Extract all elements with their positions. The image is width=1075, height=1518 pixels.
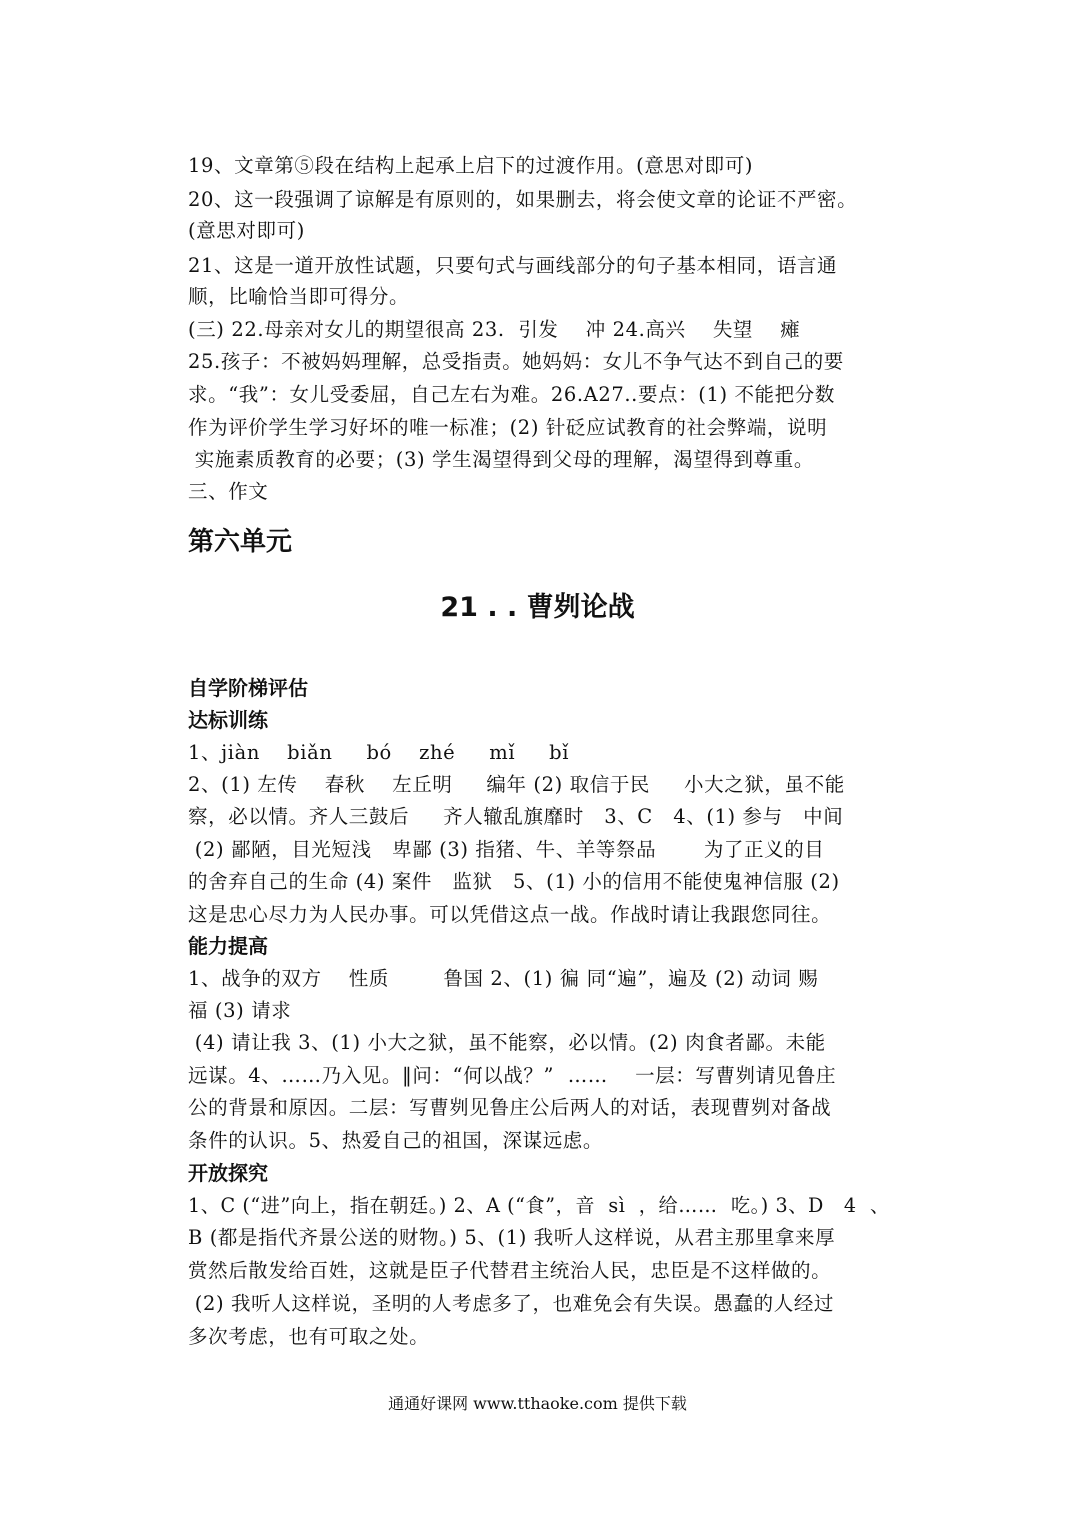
text-line: 福 (3) 请求 [188, 999, 292, 1022]
text-line: 19、文章第⑤段在结构上起承上启下的过渡作用。(意思对即可) [188, 154, 754, 177]
text-line: 赏然后散发给百姓，这就是臣子代替君主统治人民，忠臣是不这样做的。 [188, 1259, 832, 1282]
section-subheading-practice: 达标训练 [188, 708, 268, 732]
text-line: 25.孩子：不被妈妈理解，总受指责。她妈妈：女儿不争气达不到自己的要 [188, 350, 844, 373]
text-line: (意思对即可) [188, 219, 305, 242]
text-line: 1、jiàn biǎn bó zhé mǐ bǐ [188, 741, 570, 764]
text-line: 远谋。4、……乃入见。‖问：“何以战？” …… 一层：写曹刿请见鲁庄 [188, 1064, 837, 1087]
text-line: (2) 我听人这样说，圣明的人考虑多了，也难免会有失误。愚蠢的人经过 [188, 1292, 835, 1315]
text-line: 2、(1) 左传 春秋 左丘明 编年 (2) 取信于民 小大之狱，虽不能 [188, 773, 845, 796]
section-heading-self-study: 自学阶梯评估 [188, 676, 308, 700]
section-heading-ability: 能力提高 [188, 934, 268, 958]
text-line: 条件的认识。5、热爱自己的祖国，深谋远虑。 [188, 1129, 604, 1152]
text-line: (4) 请让我 3、(1) 小大之狱，虽不能察，必以情。(2) 肉食者鄙。未能 [188, 1031, 826, 1054]
text-line: 这是忠心尽力为人民办事。可以凭借这点一战。作战时请让我跟您同往。 [188, 903, 832, 926]
text-line: 1、战争的双方 性质 鲁国 2、(1) 徧 同“遍”，遍及 (2) 动词 赐 [188, 967, 819, 990]
text-line: 公的背景和原因。二层：写曹刿见鲁庄公后两人的对话，表现曹刿对备战 [188, 1096, 832, 1119]
text-line: 20、这一段强调了谅解是有原则的，如果删去，将会使文章的论证不严密。 [188, 188, 858, 211]
text-line: (2) 鄙陋，目光短浅 卑鄙 (3) 指猪、牛、羊等祭品 为了正义的目 [188, 838, 825, 861]
text-line: 顺，比喻恰当即可得分。 [188, 285, 410, 308]
page-footer: 通通好课网 www.tthaoke.com 提供下载 [388, 1394, 687, 1413]
text-line: 求。“我”：女儿受委屈，自己左右为难。26.A27..要点：(1) 不能把分数 [188, 383, 835, 406]
text-line: 实施素质教育的必要；(3) 学生渴望得到父母的理解，渴望得到尊重。 [188, 448, 814, 471]
text-line: B (都是指代齐景公送的财物。) 5、(1) 我听人这样说，从君主那里拿来厚 [188, 1226, 836, 1249]
text-line: (三) 22.母亲对女儿的期望很高 23. 引发 冲 24.高兴 失望 瘫 [188, 318, 801, 341]
text-line: 察，必以情。齐人三鼓后 齐人辙乱旗靡时 3、C 4、(1) 参与 中间 [188, 805, 844, 828]
section-heading-open: 开放探究 [188, 1161, 268, 1185]
text-line: 多次考虑，也有可取之处。 [188, 1325, 430, 1348]
lesson-title: 21 . . 曹刿论战 [440, 592, 635, 623]
text-line: 1、C (“进”向上，指在朝廷。) 2、A (“食”，音 sì ，给…… 吃。) 3、D 4 、 [188, 1194, 890, 1217]
text-line: 的舍弃自己的生命 (4) 案件 监狱 5、(1) 小的信用不能使鬼神信服 (2) [188, 870, 840, 893]
text-line: 21、这是一道开放性试题，只要句式与画线部分的句子基本相同，语言通 [188, 254, 838, 277]
text-line: 三、作文 [188, 480, 269, 503]
text-line: 作为评价学生学习好坏的唯一标准；(2) 针砭应试教育的社会弊端，说明 [188, 416, 828, 439]
unit-title: 第六单元 [188, 527, 293, 557]
